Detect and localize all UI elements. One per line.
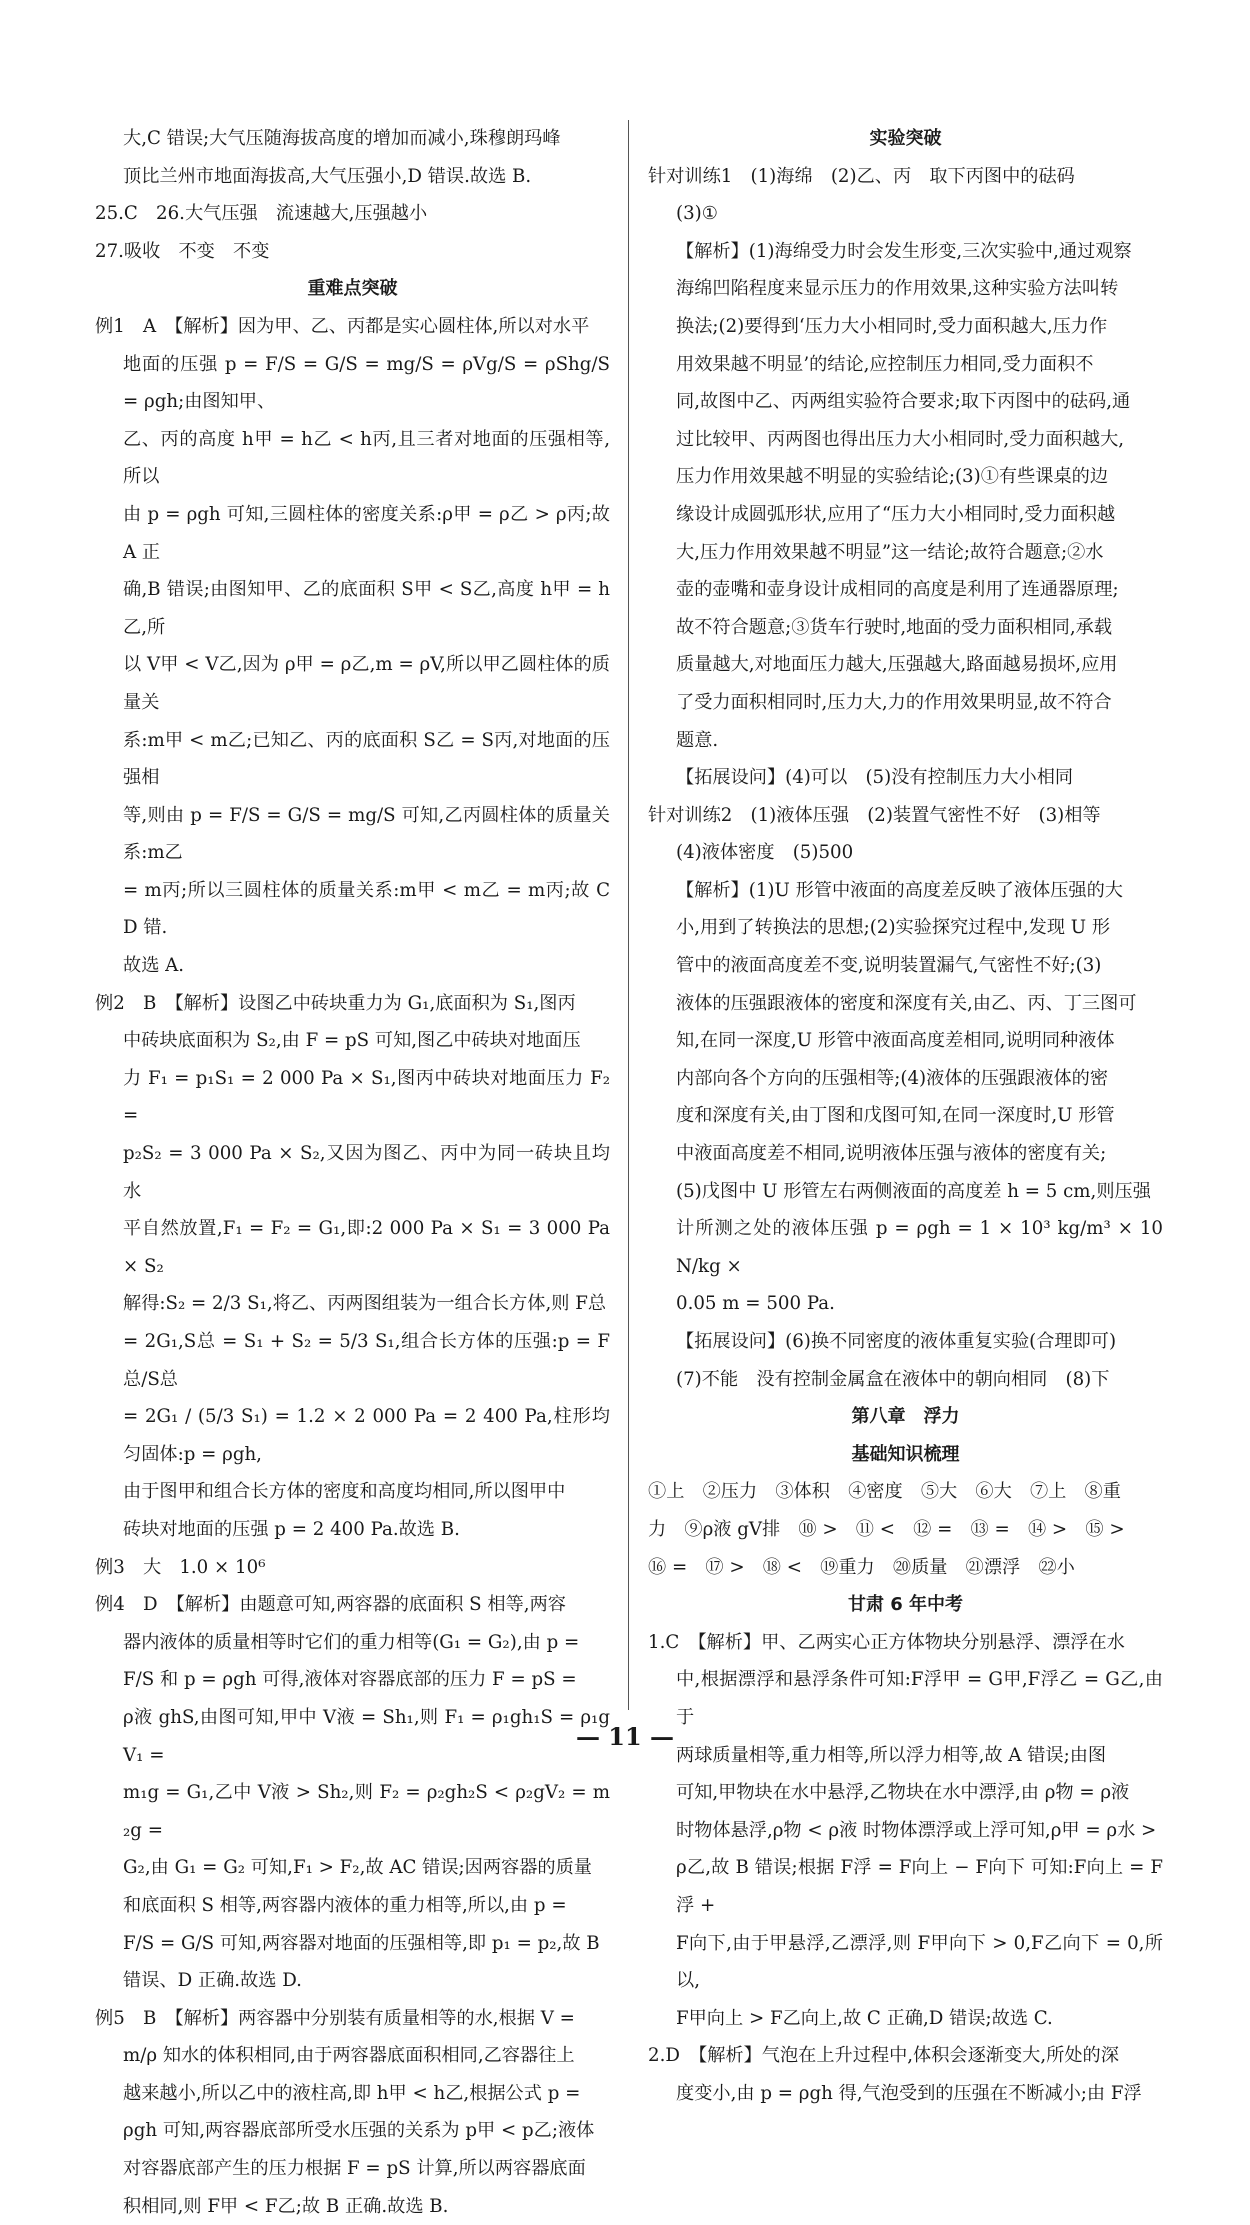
section-heading: 基础知识梳理 [851, 1443, 960, 1465]
text-line: F甲向上 > F乙向上,故 C 正确,D 错误;故选 C. [676, 2007, 1053, 2029]
text-line: 例5 B 【解析】两容器中分别装有质量相等的水,根据 V = [95, 2007, 575, 2029]
text-line: 例4 D 【解析】由题意可知,两容器的底面积 S 相等,两容 [95, 1594, 566, 1616]
text-line: ρ乙,故 B 错误;根据 F浮 = F向上 − F向下 可知:F向上 = F浮 + [676, 1857, 1163, 1916]
text-line: 力 F₁ = p₁S₁ = 2 000 Pa × S₁,图丙中砖块对地面压力 F₂ = [123, 1067, 610, 1127]
text-line: 海绵凹陷程度来显示压力的作用效果,这种实验方法叫转 [676, 278, 1119, 300]
text-line: 越来越小,所以乙中的液柱高,即 h甲 < h乙,根据公式 p = [123, 2082, 581, 2104]
text-line: 中,根据漂浮和悬浮条件可知:F浮甲 = G甲,F浮乙 = G乙,由于 [676, 1669, 1163, 1728]
text-line: 小,用到了转换法的思想;(2)实验探究过程中,发现 U 形 [676, 917, 1111, 939]
text-line: 内部向各个方向的压强相等;(4)液体的压强跟液体的密 [676, 1067, 1109, 1089]
text-line: 和底面积 S 相等,两容器内液体的重力相等,所以,由 p = [123, 1894, 567, 1916]
text-line: 大,压力作用效果越不明显”这一结论;故符合题意;②水 [676, 541, 1104, 563]
text-line: 【拓展设问】(4)可以 (5)没有控制压力大小相同 [676, 767, 1074, 789]
text-line: 【解析】(1)海绵受力时会发生形变,三次实验中,通过观察 [676, 240, 1132, 262]
text-line: 同,故图中乙、丙两组实验符合要求;取下丙图中的砝码,通 [676, 391, 1131, 413]
section-heading: 实验突破 [869, 128, 942, 149]
left-column [95, 120, 610, 2225]
page-number: — 11 — [575, 1722, 675, 1751]
text-line: F向下,由于甲悬浮,乙漂浮,则 F甲向下 > 0,F乙向下 = 0,所以, [676, 1932, 1163, 1992]
text-line: 25.C 26.大气压强 流速越大,压强越小 [95, 203, 428, 225]
section-heading: 甘肃 6 年中考 [847, 1594, 964, 1616]
text-line: 度变小,由 p = ρgh 得,气泡受到的压强在不断减小;由 F浮 [676, 2082, 1142, 2104]
text-line: 27.吸收 不变 不变 [95, 240, 270, 262]
text-line: = 2G₁,S总 = S₁ + S₂ = 5/3 S₁,组合长方体的压强:p = F总/S总 [123, 1331, 610, 1390]
column-divider [628, 120, 629, 1710]
text-line: 故选 A. [123, 955, 185, 977]
text-line: m/ρ 知水的体积相同,由于两容器底面积相同,乙容器往上 [123, 2045, 575, 2067]
text-line: 对容器底部产生的压力根据 F = pS 计算,所以两容器底面 [123, 2158, 586, 2180]
text-line: (4)液体密度 (5)500 [676, 842, 854, 864]
text-line: = m丙;所以三圆柱体的质量关系:m甲 < m乙 = m丙;故 CD 错. [123, 879, 610, 939]
text-line: m₁g = G₁,乙中 V液 > Sh₂,则 F₂ = ρ₂gh₂S < ρ₂gV₂ = m₂g = [123, 1782, 610, 1841]
text-line: 过比较甲、丙两图也得出压力大小相同时,受力面积越大, [676, 428, 1125, 450]
text-line: = 2G₁ / (5/3 S₁) = 1.2 × 2 000 Pa = 2 400 Pa,柱形均匀固体:p = ρgh, [123, 1406, 610, 1465]
text-line: (5)戊图中 U 形管左右两侧液面的高度差 h = 5 cm,则压强 [676, 1180, 1151, 1202]
text-line: 时物体悬浮,ρ物 < ρ液 时物体漂浮或上浮可知,ρ甲 = ρ水 > [676, 1819, 1157, 1841]
text-line: 针对训练2 (1)液体压强 (2)装置气密性不好 (3)相等 [648, 804, 1101, 826]
text-line: 积相同,则 F甲 < F乙;故 B 正确.故选 B. [123, 2195, 449, 2217]
text-line: 砖块对地面的压强 p = 2 400 Pa.故选 B. [123, 1518, 460, 1540]
text-line: 用效果越不明显’的结论,应控制压力相同,受力面积不 [676, 353, 1094, 375]
text-line: 力 ⑨ρ液 gV排 ⑩ > ⑪ < ⑫ = ⑬ = ⑭ > ⑮ > [648, 1518, 1125, 1540]
text-line: 两球质量相等,重力相等,所以浮力相等,故 A 错误;由图 [676, 1744, 1107, 1766]
text-line: 液体的压强跟液体的密度和深度有关,由乙、丙、丁三图可 [676, 992, 1137, 1014]
text-line: 大,C 错误;大气压随海拔高度的增加而减小,珠穆朗玛峰 [123, 128, 561, 149]
text-line: 地面的压强 p = F/S = G/S = mg/S = ρVg/S = ρShg/S = ρgh;由图知甲、 [123, 353, 610, 413]
text-line: 例1 A 【解析】因为甲、乙、丙都是实心圆柱体,所以对水平 [95, 315, 590, 337]
text-line: 例3 大 1.0 × 10⁶ [95, 1556, 266, 1578]
text-line: F/S = G/S 可知,两容器对地面的压强相等,即 p₁ = p₂,故 B [123, 1932, 600, 1954]
text-line: 【解析】(1)U 形管中液面的高度差反映了液体压强的大 [676, 879, 1123, 901]
text-line: 系:m甲 < m乙;已知乙、丙的底面积 S乙 = S丙,对地面的压强相 [123, 729, 610, 789]
text-line: 管中的液面高度差不变,说明装置漏气,气密性不好;(3) [676, 955, 1102, 977]
text-line: 针对训练1 (1)海绵 (2)乙、丙 取下丙图中的砝码 [648, 165, 1075, 187]
text-line: 平自然放置,F₁ = F₂ = G₁,即:2 000 Pa × S₁ = 3 000 Pa × S₂ [123, 1218, 610, 1277]
text-line: 解得:S₂ = 2/3 S₁,将乙、丙两图组装为一组合长方体,则 F总 [123, 1293, 607, 1315]
text-line: 确,B 错误;由图知甲、乙的底面积 S甲 < S乙,高度 h甲 = h乙,所 [123, 579, 610, 638]
text-line: ①上 ②压力 ③体积 ④密度 ⑤大 ⑥大 ⑦上 ⑧重 [648, 1481, 1121, 1503]
text-line: 等,则由 p = F/S = G/S = mg/S 可知,乙丙圆柱体的质量关系:m乙 [123, 804, 610, 864]
text-line: 顶比兰州市地面海拔高,大气压强小,D 错误.故选 B. [123, 165, 532, 187]
text-line: 压力作用效果越不明显的实验结论;(3)①有些课桌的边 [676, 466, 1109, 488]
text-line: F/S 和 p = ρgh 可得,液体对容器底部的压力 F = pS = [123, 1669, 577, 1691]
text-line: 换法;(2)要得到‘压力大小相同时,受力面积越大,压力作 [676, 315, 1108, 337]
text-line: 1.C 【解析】甲、乙两实心正方体物块分别悬浮、漂浮在水 [648, 1631, 1125, 1653]
text-line: (3)① [676, 203, 719, 225]
text-line: 计所测之处的液体压强 p = ρgh = 1 × 10³ kg/m³ × 10 N/kg × [676, 1218, 1163, 1277]
text-line: 中液面高度差不相同,说明液体压强与液体的密度有关; [676, 1143, 1107, 1165]
text-line: 0.05 m = 500 Pa. [676, 1293, 835, 1315]
text-line: 以 V甲 < V乙,因为 ρ甲 = ρ乙,m = ρV,所以甲乙圆柱体的质量关 [123, 654, 610, 713]
text-line: 缘设计成圆弧形状,应用了“压力大小相同时,受力面积越 [676, 503, 1116, 525]
text-line: ρ液 ghS,由图可知,甲中 V液 = Sh₁,则 F₁ = ρ₁gh₁S = ρ₁gV₁ = [123, 1706, 610, 1766]
right-column [648, 120, 1163, 2112]
text-line: 壶的壶嘴和壶身设计成相同的高度是利用了连通器原理; [676, 579, 1119, 601]
text-line: 2.D 【解析】气泡在上升过程中,体积会逐渐变大,所处的深 [648, 2045, 1119, 2067]
text-line: (7)不能 没有控制金属盒在液体中的朝向相同 (8)下 [676, 1368, 1110, 1390]
text-line: 知,在同一深度,U 形管中液面高度差相同,说明同种液体 [676, 1030, 1115, 1052]
text-line: 可知,甲物块在水中悬浮,乙物块在水中漂浮,由 ρ物 = ρ液 [676, 1782, 1130, 1804]
text-line: 由 p = ρgh 可知,三圆柱体的密度关系:ρ甲 = ρ乙 > ρ丙;故 A 正 [123, 503, 610, 563]
text-line: 中砖块底面积为 S₂,由 F = pS 可知,图乙中砖块对地面压 [123, 1030, 581, 1052]
text-line: ⑯ = ⑰ > ⑱ < ⑲重力 ⑳质量 ㉑漂浮 ㉒小 [648, 1556, 1075, 1578]
text-line: 【拓展设问】(6)换不同密度的液体重复实验(合理即可) [676, 1331, 1117, 1352]
text-line: 故不符合题意;③货车行驶时,地面的受力面积相同,承载 [676, 616, 1113, 638]
text-line: 由于图甲和组合长方体的密度和高度均相同,所以图甲中 [123, 1481, 566, 1503]
section-heading: 第八章 浮力 [851, 1406, 960, 1428]
text-line: 乙、丙的高度 h甲 = h乙 < h丙,且三者对地面的压强相等,所以 [123, 428, 610, 488]
text-line: 错误、D 正确.故选 D. [123, 1970, 302, 1992]
text-line: G₂,由 G₁ = G₂ 可知,F₁ > F₂,故 AC 错误;因两容器的质量 [123, 1857, 592, 1879]
text-line: ρgh 可知,两容器底部所受水压强的关系为 p甲 < p乙;液体 [123, 2120, 595, 2142]
text-line: 度和深度有关,由丁图和戊图可知,在同一深度时,U 形管 [676, 1105, 1115, 1127]
text-line: 了受力面积相同时,压力大,力的作用效果明显,故不符合 [676, 691, 1112, 713]
section-heading: 重难点突破 [307, 278, 398, 300]
text-line: 质量越大,对地面压力越大,压强越大,路面越易损坏,应用 [676, 654, 1118, 676]
text-line: 题意. [676, 729, 719, 751]
text-line: p₂S₂ = 3 000 Pa × S₂,又因为图乙、丙中为同一砖块且均水 [123, 1143, 610, 1202]
text-line: 器内液体的质量相等时它们的重力相等(G₁ = G₂),由 p = [123, 1631, 580, 1653]
text-line: 例2 B 【解析】设图乙中砖块重力为 G₁,底面积为 S₁,图丙 [95, 992, 576, 1014]
